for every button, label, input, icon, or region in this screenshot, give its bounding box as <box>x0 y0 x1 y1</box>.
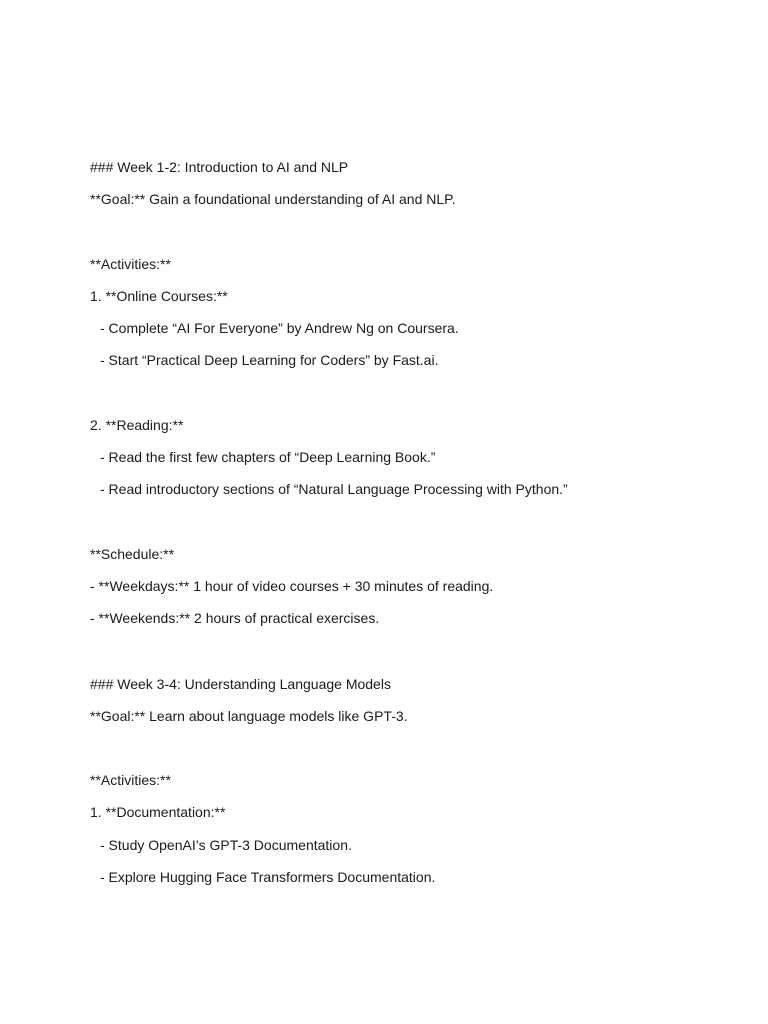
reading-deep-learning-book: - Read the first few chapters of “Deep Learning Book.” <box>100 449 436 465</box>
online-courses-item: 1. **Online Courses:** <box>90 288 228 304</box>
week-1-2-heading: ### Week 1-2: Introduction to AI and NLP <box>90 159 349 175</box>
week-1-2-goal: **Goal:** Gain a foundational understanding of AI and NLP. <box>90 191 456 207</box>
schedule-weekdays: - **Weekdays:** 1 hour of video courses + 30 minutes of reading. <box>90 578 494 594</box>
course-fastai: - Start “Practical Deep Learning for Coders” by Fast.ai. <box>100 352 439 368</box>
activities-heading-1: **Activities:** <box>90 256 171 272</box>
activities-heading-2: **Activities:** <box>90 772 171 788</box>
reading-item: 2. **Reading:** <box>90 417 184 433</box>
documentation-item: 1. **Documentation:** <box>90 804 226 820</box>
doc-hugging-face: - Explore Hugging Face Transformers Documentation. <box>100 869 436 885</box>
week-3-4-goal: **Goal:** Learn about language models like GPT-3. <box>90 708 408 724</box>
week-3-4-heading: ### Week 3-4: Understanding Language Models <box>90 676 391 692</box>
schedule-heading: **Schedule:** <box>90 546 175 562</box>
schedule-weekends: - **Weekends:** 2 hours of practical exercises. <box>90 610 380 626</box>
doc-openai-gpt3: - Study OpenAI’s GPT-3 Documentation. <box>100 837 352 853</box>
reading-nlp-with-python: - Read introductory sections of “Natural Language Processing with Python.” <box>100 481 568 497</box>
course-ai-for-everyone: - Complete “AI For Everyone” by Andrew Ng on Coursera. <box>100 320 459 336</box>
